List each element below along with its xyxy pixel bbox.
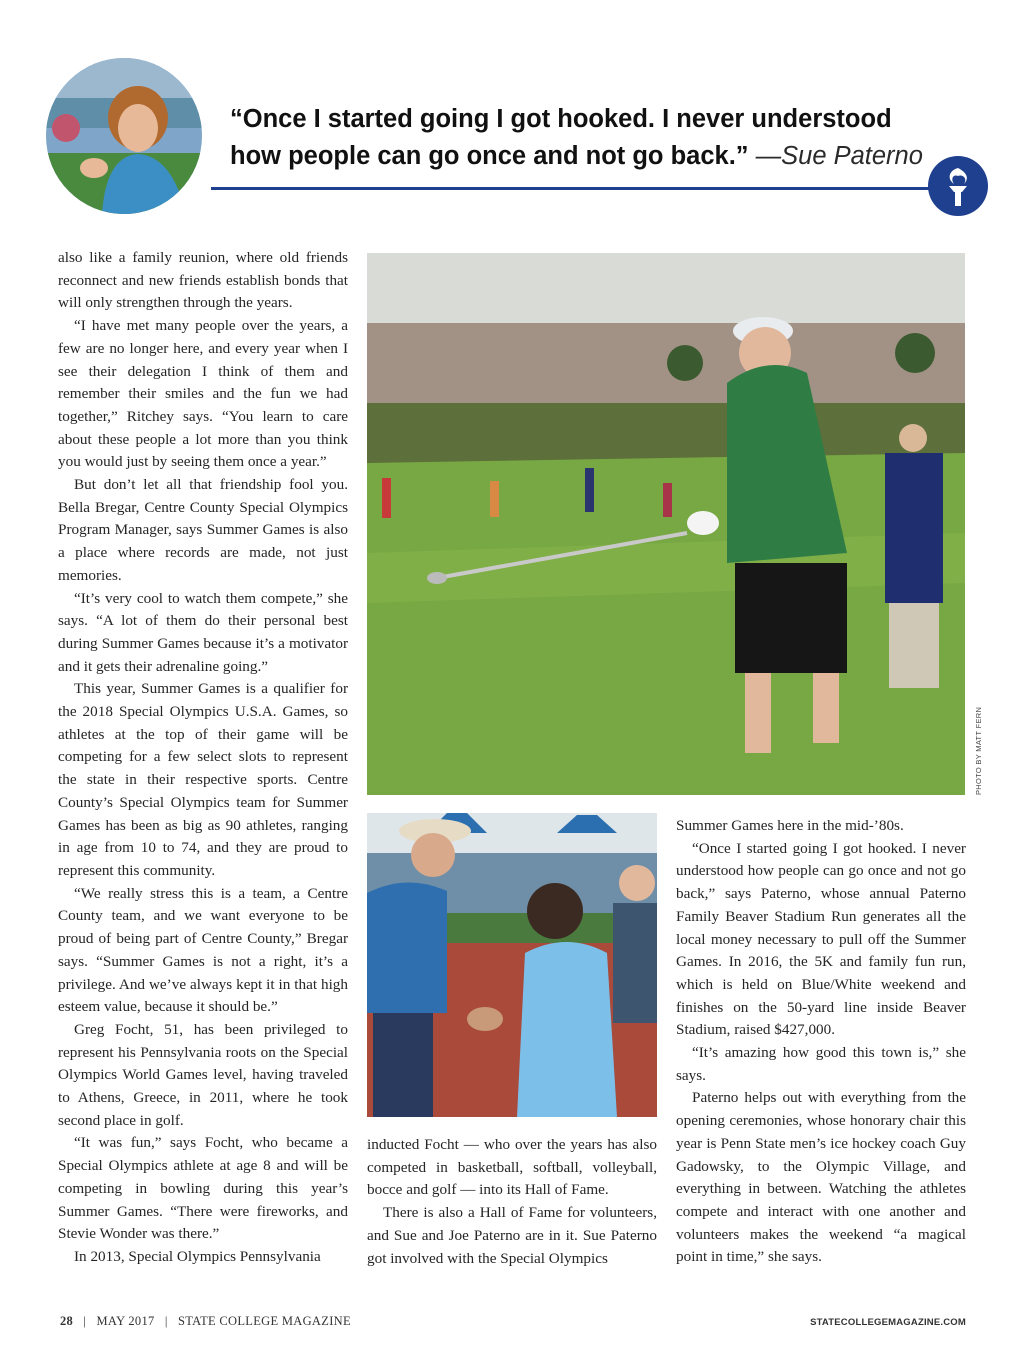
paragraph: “Once I started going I got hooked. I never understood how people can go once and not go back,” says Paterno, whose annual Paterno Family Beaver Stadium Run generates all the local money necessary to pull off the Summer Games. In 2016, the 5K and family fun run, which is held on Blue/White weekend and finishes on the 50-yard line inside Beaver Stadium, raised $427,000. <box>676 839 966 1039</box>
paragraph: “It was fun,” says Focht, who became a Special Olympics athlete at age 8 and will be competing in bowling during this year’s Summer Games. “There were fireworks, and Stevie Wonder was there.” <box>58 1134 348 1243</box>
paragraph: “It’s very cool to watch them compete,” she says. “A lot of them do their personal best during Summer Games because it’s a motivator and it gets their adrenaline going.” <box>58 589 348 675</box>
footer-separator: | <box>76 1314 94 1328</box>
website-url: STATECOLLEGEMAGAZINE.COM <box>810 1317 966 1328</box>
paragraph: “We really stress this is a team, a Centre County team, and we want everyone to be proud of being part of Centre County,” Bregar says. “Summer Games is not a right, it’s a privilege. And we’ve always kept it in that high esteem value, because it should be.” <box>58 884 348 1016</box>
column-2 <box>367 1134 657 1270</box>
magazine-name: STATE COLLEGE MAGAZINE <box>177 1314 351 1328</box>
pull-quote-rule <box>211 187 947 190</box>
golf-photo <box>367 253 965 795</box>
page-number: 28 <box>60 1314 74 1328</box>
paragraph: also like a family reunion, where old friends reconnect and new friends establish bonds that will only strengthen through the years. <box>58 249 348 312</box>
handshake-photo <box>367 813 657 1117</box>
pull-quote-text: “Once I started going I got hooked. I never understood how people can go once and not go back.” <box>230 105 892 170</box>
photo-credit: PHOTO BY MATT FERN <box>974 706 983 795</box>
paragraph: Paterno helps out with everything from the opening ceremonies, whose honorary chair this year is Penn State men’s ice hockey coach Guy Gadowsky, to the Olympic Village, and everything in between. Watching the athletes compete and interact with one another and volunteers makes the weekend “a magical point in time,” she says. <box>676 1089 966 1266</box>
pull-quote <box>230 101 930 175</box>
olympic-torch-icon <box>928 156 988 216</box>
paragraph: Greg Focht, 51, has been privileged to represent his Pennsylvania roots on the Special Olympics World Games level, having traveled to Athens, Greece, in 2011, where he took second place in golf. <box>58 1020 348 1129</box>
paragraph: inducted Focht — who over the years has also competed in basketball, softball, volleyball, bocce and golf — into its Hall of Fame. <box>367 1136 657 1199</box>
paragraph: Summer Games here in the mid-’80s. <box>676 817 904 834</box>
paragraph: This year, Summer Games is a qualifier for the 2018 Special Olympics U.S.A. Games, so athletes at the top of their game will be competing for a few select slots to represent the state in their respective sports. Centre County’s Special Olympics team for Summer Games has been as big as 90 athletes, ranging in age from 10 to 74, and they are proud to represent this community. <box>58 680 348 879</box>
pull-quote-attribution: —Sue Paterno <box>755 142 923 170</box>
portrait-photo <box>46 58 202 214</box>
column-3 <box>676 815 966 1269</box>
paragraph: There is also a Hall of Fame for volunteers, and Sue and Joe Paterno are in it. Sue Paterno got involved with the Special Olympics <box>367 1204 657 1267</box>
paragraph: “It’s amazing how good this town is,” she says. <box>676 1044 966 1084</box>
issue-date: MAY 2017 <box>96 1314 155 1328</box>
paragraph: But don’t let all that friendship fool you. Bella Bregar, Centre County Special Olympics Program Manager, says Summer Games is also a place where records are made, not just memories. <box>58 476 348 584</box>
footer-folio <box>60 1314 351 1329</box>
column-1 <box>58 247 348 1269</box>
paragraph: “I have met many people over the years, a few are no longer here, and every year when I see their delegation I think of them and remember their smiles and the fun we had together,” Ritchey says. “You learn to care about these people a lot more than you think you would just by seeing them once a year.” <box>58 317 348 471</box>
footer-separator: | <box>158 1314 175 1328</box>
paragraph: In 2013, Special Olympics Pennsylvania <box>74 1247 321 1265</box>
